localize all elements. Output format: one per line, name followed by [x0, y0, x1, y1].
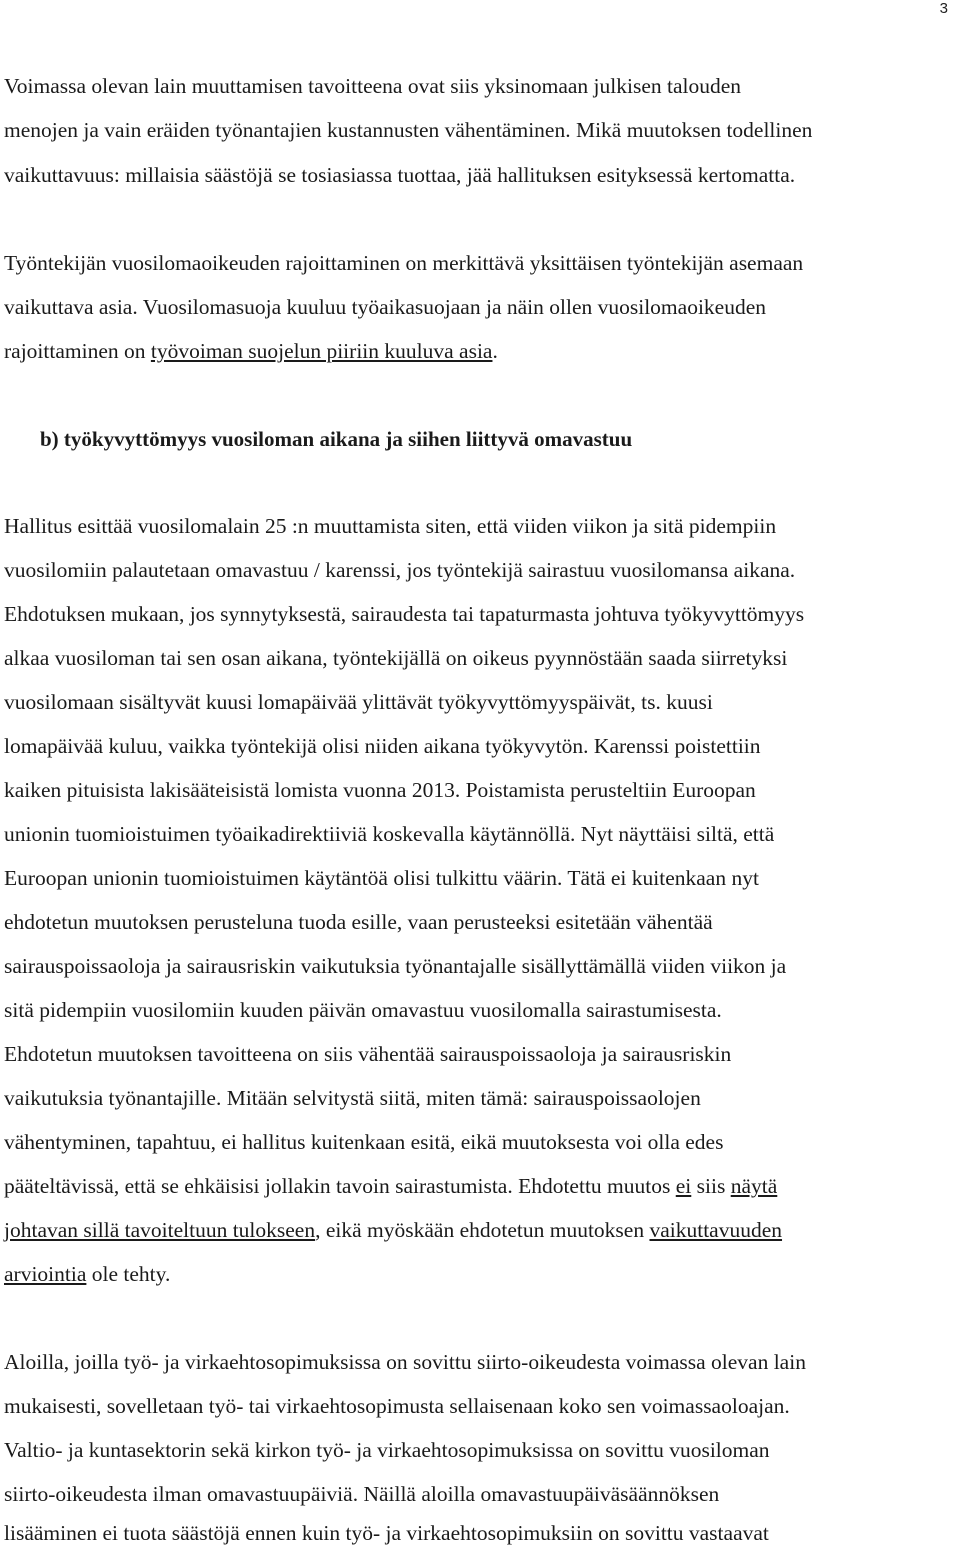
underlined-text: työvoiman suojelun piiriin kuuluva asia	[150, 339, 493, 363]
text-line: Työntekijän vuosilomaoikeuden rajoittaminen on merkittävä yksittäisen työntekijän asemaan	[4, 251, 804, 275]
underlined-text: johtavan sillä tavoiteltuun tulokseen	[4, 1218, 316, 1242]
text-line: pääteltävissä, että se ehkäisisi jollakin tavoin sairastumista. Ehdotettu muutos ei siis näytä	[4, 1174, 778, 1198]
text-line: sitä pidempiin vuosilomiin kuuden päivän omavastuu vuosilomalla sairastumisesta.	[4, 998, 722, 1022]
text-line: sairauspoissaoloja ja sairausriskin vaikutuksia työnantajalle sisällyttämällä viiden viikon ja	[4, 954, 787, 978]
text-line: unionin tuomioistuimen työaikadirektiiviä koskevalla käytännöllä. Nyt näyttäisi siltä, että	[4, 822, 775, 846]
underlined-text: arviointia	[4, 1262, 87, 1286]
text-line: vaikuttavuus: millaisia säästöjä se tosiasiassa tuottaa, jää hallituksen esityksessä kertomatta.	[4, 163, 796, 187]
text-line: johtavan sillä tavoiteltuun tulokseen, eikä myöskään ehdotetun muutoksen vaikuttavuuden	[4, 1218, 783, 1242]
text-line: Hallitus esittää vuosilomalain 25 :n muuttamista siten, että viiden viikon ja sitä pidempiin	[4, 514, 777, 538]
text-line: lomapäivää kuluu, vaikka työntekijä olisi niiden aikana työkyvytön. Karenssi poistettiin	[4, 734, 761, 758]
text-line: menojen ja vain eräiden työnantajien kustannusten vähentäminen. Mikä muutoksen todellinen	[4, 118, 813, 142]
underlined-text: vaikuttavuuden	[649, 1218, 783, 1242]
text-line: Euroopan unionin tuomioistuimen käytäntöä olisi tulkittu väärin. Tätä ei kuitenkaan nyt	[4, 866, 759, 890]
text-line: vaikuttava asia. Vuosilomasuoja kuuluu työaikasuojaan ja näin ollen vuosilomaoikeuden	[4, 295, 767, 319]
text-line: arviointia ole tehty.	[4, 1262, 171, 1286]
text-line: alkaa vuosiloman tai sen osan aikana, työntekijällä on oikeus pyynnöstään saada siirretyksi	[4, 646, 788, 670]
text-line: vaikutuksia työnantajille. Mitään selvitystä siitä, miten tämä: sairauspoissaolojen	[4, 1086, 701, 1110]
underlined-text: näytä	[730, 1174, 778, 1198]
text-line: lisääminen ei tuota säästöjä ennen kuin työ- ja virkaehtosopimuksiin on sovittu vastaavat	[4, 1521, 769, 1545]
text-line: Valtio- ja kuntasektorin sekä kirkon työ- ja virkaehtosopimuksissa on sovittu vuosiloman	[4, 1438, 770, 1462]
text-line: mukaisesti, sovelletaan työ- tai virkaehtosopimusta sellaisenaan koko sen voimassaoloajan.	[4, 1394, 790, 1418]
text-line: ehdotetun muutoksen perusteluna tuoda esille, vaan perusteeksi esitetään vähentää	[4, 910, 713, 934]
text-line: Aloilla, joilla työ- ja virkaehtosopimuksissa on sovittu siirto-oikeudesta voimassa olevan lain	[4, 1350, 806, 1374]
text-line: rajoittaminen on työvoiman suojelun piiriin kuuluva asia.	[4, 339, 498, 363]
page-number: 3	[939, 0, 948, 17]
text-line: vähentyminen, tapahtuu, ei hallitus kuitenkaan esitä, eikä muutoksesta voi olla edes	[4, 1130, 724, 1154]
text-line: vuosilomiin palautetaan omavastuu / karenssi, jos työntekijä sairastuu vuosilomansa aikana.	[4, 558, 796, 582]
text-line: Ehdotuksen mukaan, jos synnytyksestä, sairaudesta tai tapaturmasta johtuva työkyvyttömyys	[4, 602, 805, 626]
underlined-text: ei	[675, 1174, 692, 1198]
text-line: siirto-oikeudesta ilman omavastuupäiviä. Näillä aloilla omavastuupäiväsäännöksen	[4, 1482, 720, 1506]
section-heading: b) työkyvyttömyys vuosiloman aikana ja siihen liittyvä omavastuu	[40, 427, 633, 451]
text-line: kaiken pituisista lakisääteisistä lomista vuonna 2013. Poistamista perusteltiin Euroopan	[4, 778, 756, 802]
text-line: vuosilomaan sisältyvät kuusi lomapäivää ylittävät työkyvyttömyyspäivät, ts. kuusi	[4, 690, 713, 714]
text-line: Ehdotetun muutoksen tavoitteena on siis vähentää sairauspoissaoloja ja sairausriskin	[4, 1042, 732, 1066]
text-line: Voimassa olevan lain muuttamisen tavoitteena ovat siis yksinomaan julkisen talouden	[4, 74, 742, 98]
